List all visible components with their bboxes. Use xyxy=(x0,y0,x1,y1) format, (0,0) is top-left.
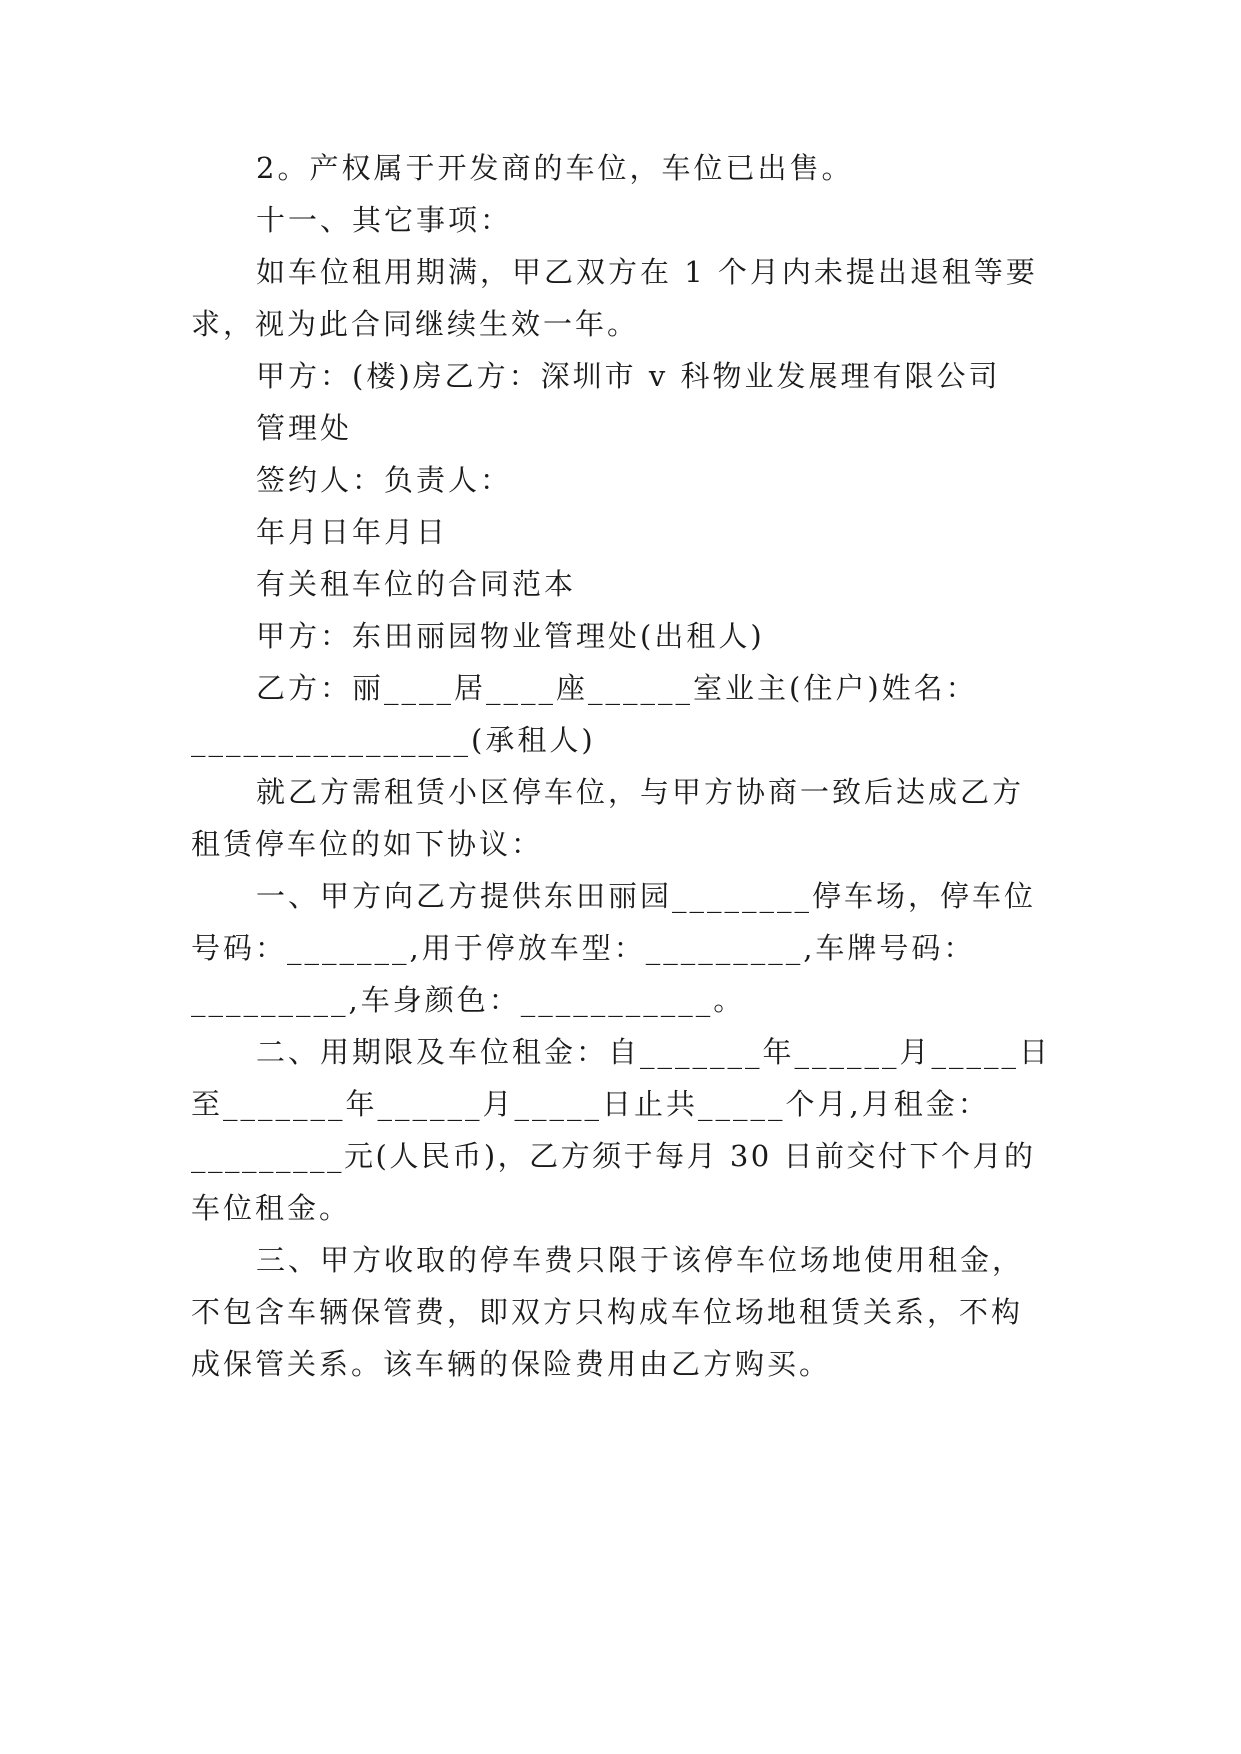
text-line: 租赁停车位的如下协议： xyxy=(191,827,544,861)
clause-3-line: 不包含车辆保管费，即双方只构成车位场地租赁关系，不构 xyxy=(191,1295,1024,1329)
text-line: 如车位租用期满，甲乙双方在 1 个月内未提出退租等要 xyxy=(256,255,1038,289)
text-line: ________________(承租人) xyxy=(191,723,596,757)
text-line: 求，视为此合同继续生效一年。 xyxy=(191,307,640,341)
clause-2-line: 二、用期限及车位租金：自_______年______月_____日 xyxy=(256,1035,1052,1069)
clause-1-line: 一、甲方向乙方提供东田丽园________停车场，停车位 xyxy=(256,879,1037,913)
text-line: 2。产权属于开发商的车位，车位已出售。 xyxy=(256,151,854,185)
signature-line: 签约人：负责人： xyxy=(256,463,513,497)
clause-1-line: _________,车身颜色：___________。 xyxy=(191,983,746,1017)
date-line: 年月日年月日 xyxy=(256,515,449,549)
section-heading: 十一、其它事项： xyxy=(256,203,513,237)
text-line: 管理处 xyxy=(256,411,353,445)
clause-2-line: 至_______年______月_____日止共_____个月,月租金： xyxy=(191,1087,990,1121)
clause-2-line: _________元(人民币)，乙方须于每月 30 日前交付下个月的 xyxy=(191,1139,1036,1173)
clause-3-line: 成保管关系。该车辆的保险费用由乙方购买。 xyxy=(191,1347,832,1381)
text-line: 甲方：(楼)房乙方：深圳市 v 科物业发展理有限公司 xyxy=(256,359,1001,393)
party-b-line: 乙方：丽____居____座______室业主(住户)姓名： xyxy=(256,671,978,705)
clause-3-line: 三、甲方收取的停车费只限于该停车位场地使用租金， xyxy=(256,1243,1025,1277)
clause-2-line: 车位租金。 xyxy=(191,1191,352,1225)
document-title: 有关租车位的合同范本 xyxy=(256,567,577,601)
text-line: 就乙方需租赁小区停车位，与甲方协商一致后达成乙方 xyxy=(256,775,1025,809)
party-a-line: 甲方：东田丽园物业管理处(出租人) xyxy=(256,619,765,653)
clause-1-line: 号码：_______,用于停放车型：_________,车牌号码： xyxy=(191,931,976,965)
